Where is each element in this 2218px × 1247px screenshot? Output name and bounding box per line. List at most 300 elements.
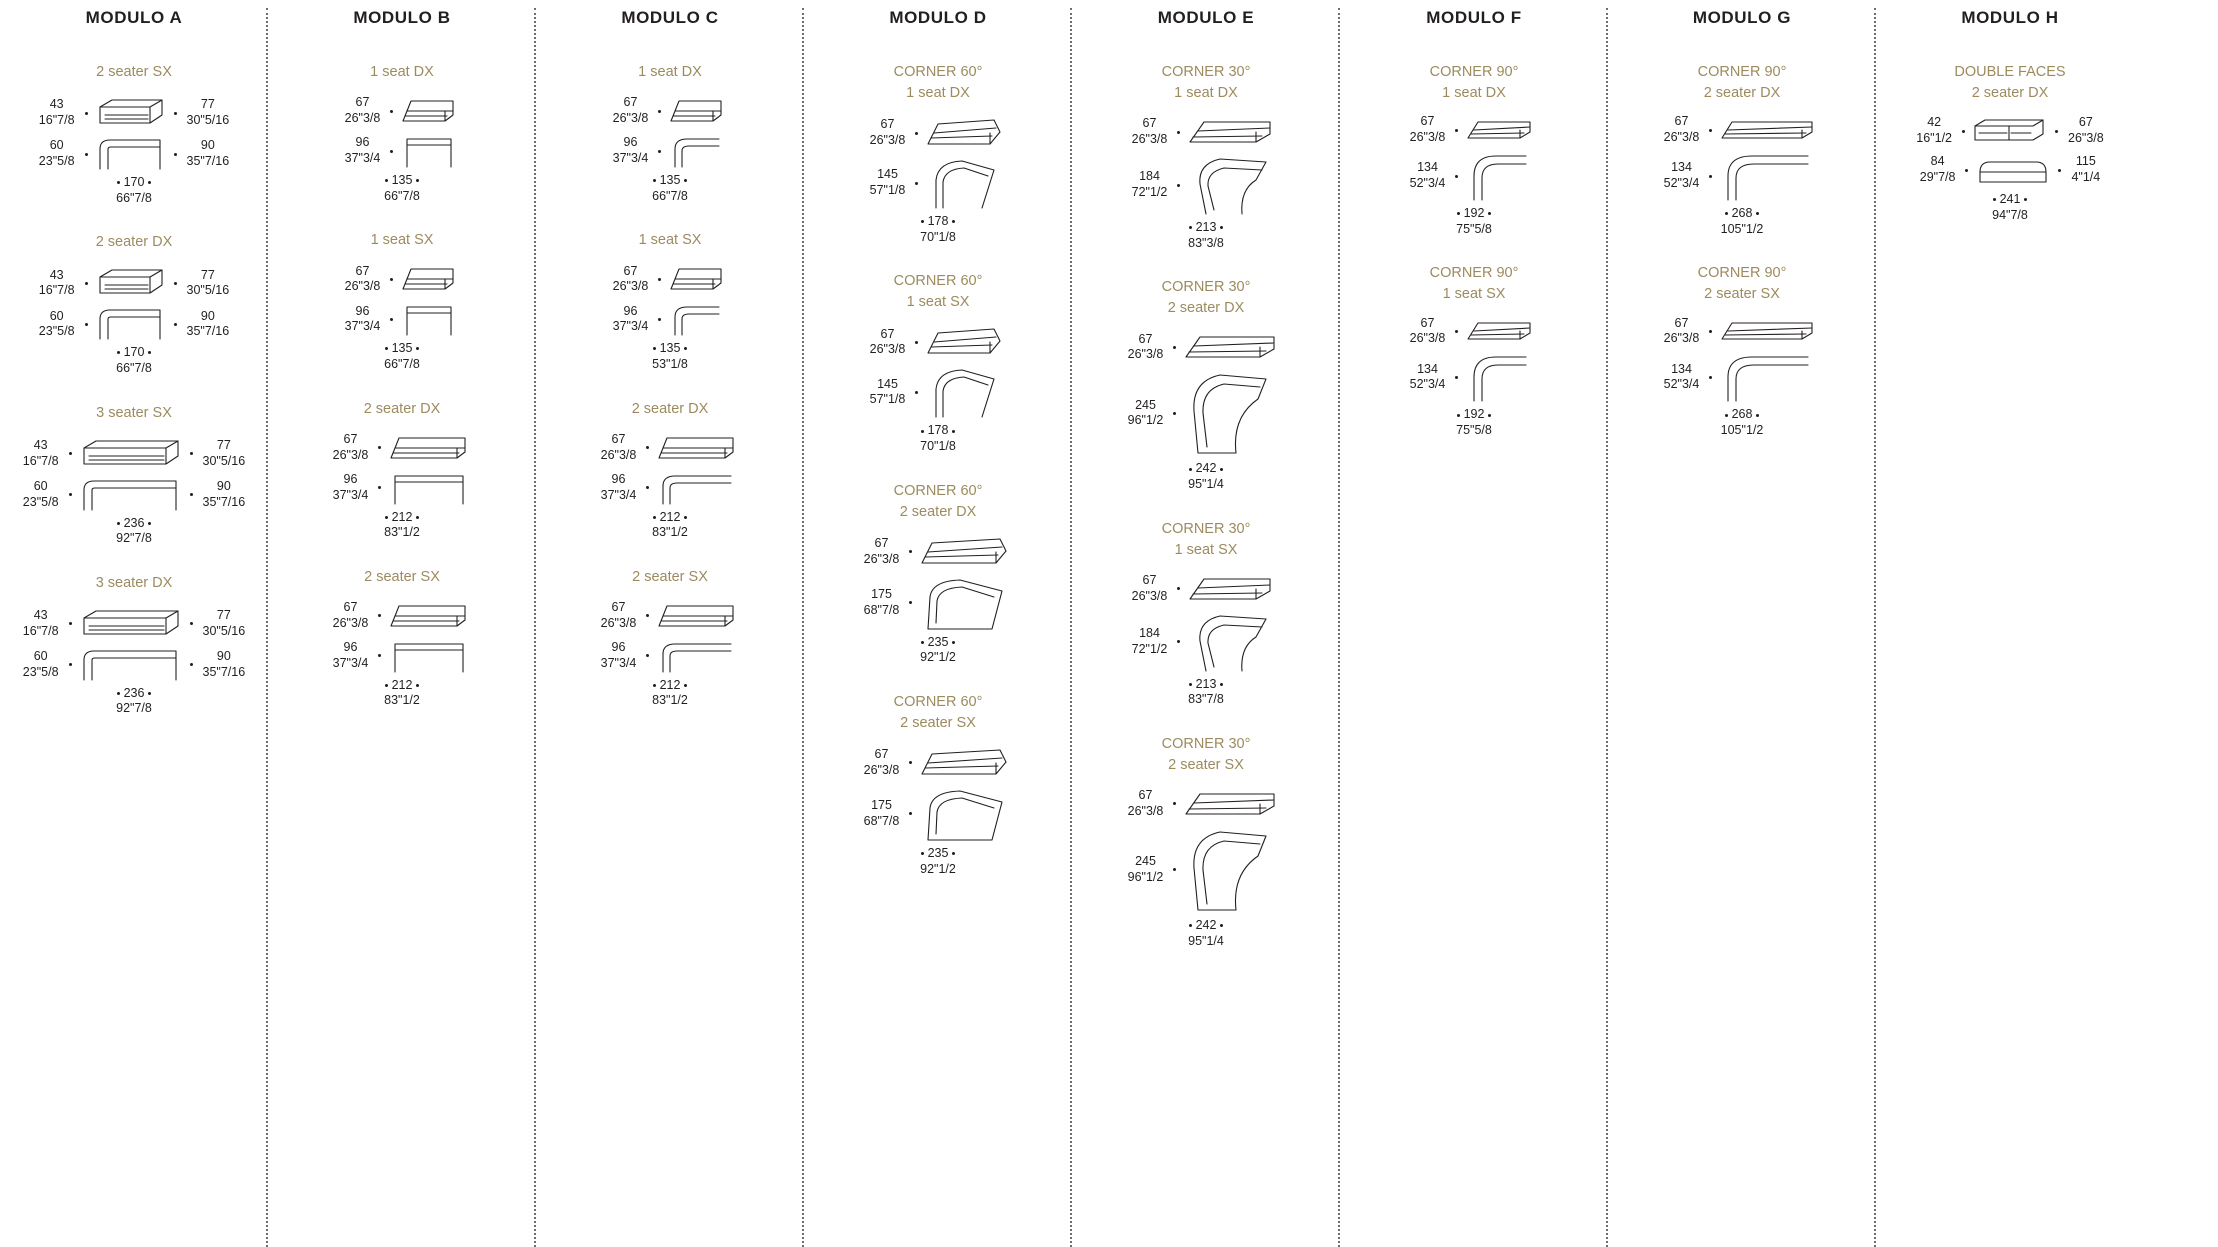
top-seat-2-drawing [92,263,170,303]
dimension-left [23,649,59,680]
dot-marker [1725,414,1728,417]
dot-marker [1488,414,1491,417]
dimension-left [333,600,369,631]
side-corner90-2-drawing [1716,146,1820,206]
group-rows [1340,315,1608,438]
dimension-left [333,640,369,671]
group-spacer [1608,439,1876,465]
dimension-value: 90 [216,649,231,664]
dot-marker [174,282,177,285]
group-title-line: 1 seat DX [906,85,970,102]
product-drawing-row [268,598,536,634]
dimension-right [2068,115,2104,146]
dimension-bottom: 192 75"5/8 [1456,206,1492,236]
dimension-left [345,95,381,126]
dot-marker [1177,587,1180,590]
dimension-value: 77 [216,437,231,452]
dimension-value: 16"7/8 [22,453,59,468]
top-wedge-m-drawing [653,598,739,634]
dimension-left [39,309,75,340]
dimension-left [1128,788,1164,819]
product-group [0,232,268,376]
dimension-left [345,264,381,295]
dot-marker [1756,212,1759,215]
dimension-value: 57"1/8 [869,183,906,198]
dimension-left [870,327,906,358]
dot-marker [385,179,388,182]
dimension-left [613,135,649,166]
group-rows [268,598,536,709]
group-rows [536,93,804,204]
dimension-value: 67 [2078,115,2093,130]
dimension-value: 96 [343,471,358,486]
product-drawing-row [268,430,536,466]
group-rows [0,604,268,717]
dimension-bottom: 135 66"7/8 [384,341,420,371]
dimension-right [187,138,230,169]
product-drawing-row [1608,315,1876,347]
group-title-line: 2 seater DX [1167,300,1245,317]
dimension-value: 245 [1135,854,1156,869]
dimension-value: 96 [611,471,626,486]
dot-marker [148,522,151,525]
group-title-line: 2 seater DX [95,234,173,251]
group-title-line: DOUBLE FACES [1954,64,2066,80]
group-spacer [1608,237,1876,263]
dimension-value: 77 [216,608,231,623]
dot-marker [1709,175,1712,178]
dimension-value: 26"3/8 [863,762,900,777]
column-header: MODULO D [889,8,987,27]
product-drawing-row [804,114,1072,152]
top-seat-3-drawing [76,434,186,474]
dot-marker [385,684,388,687]
dimension-left [1410,316,1446,347]
dot-marker [174,112,177,115]
group-rows [1608,114,1876,237]
product-drawing-row [268,129,536,173]
dot-marker [416,684,419,687]
dimension-bottom: 135 66"7/8 [652,173,688,203]
dot-marker [117,522,120,525]
dot-marker [1993,198,1996,201]
top-corner30-1-drawing [1184,114,1280,150]
group-spacer [804,455,1072,481]
dimension-value: 134 [1671,160,1692,175]
dimension-bottom: 212 83"1/2 [652,677,688,708]
dot-marker [378,654,381,657]
group-title [0,232,268,253]
group-rows [268,261,536,372]
dimension-value: 16"7/8 [38,113,75,128]
dot-marker [1189,468,1192,471]
module-column-3 [804,8,1072,1247]
dimension-value: 26"3/8 [1127,803,1164,818]
side-corner90-2-drawing [1716,347,1820,407]
dimension-bottom: 212 83"1/2 [384,509,420,540]
dimension-value: 134 [1417,160,1438,175]
column-header: MODULO E [1157,8,1255,27]
dot-marker [921,641,924,644]
column-header: MODULO A [85,8,183,27]
dimension-left [1128,332,1164,363]
dimension-right [203,649,246,680]
product-group [268,399,536,541]
dimension-left [870,377,906,408]
group-spacer [268,373,536,399]
group-rows [804,533,1072,666]
dot-marker [190,622,193,625]
dot-marker [921,852,924,855]
dimension-value: 52"3/4 [1663,176,1700,191]
group-spacer [536,709,804,735]
dot-marker [85,323,88,326]
dimension-right [203,608,246,639]
dimension-value: 43 [49,97,64,112]
group-spacer [1072,251,1340,277]
dimension-bottom: 268 105"1/2 [1720,407,1764,437]
dot-marker [2055,130,2058,133]
side-double-drawing [1972,148,2054,192]
product-group [1608,62,1876,237]
dimension-value: 67 [611,431,626,446]
dimension-value: 134 [1671,361,1692,376]
group-title [1340,263,1608,305]
dimension-value: 67 [623,95,638,110]
dimension-value: 184 [1139,625,1160,640]
dimension-value: 35"7/16 [202,664,246,679]
dot-marker [1725,212,1728,215]
dimension-left [601,600,637,631]
dimension-value: 67 [623,263,638,278]
group-title [0,62,268,83]
dot-marker [1457,414,1460,417]
product-group [1340,263,1608,438]
group-spacer [536,204,804,230]
dot-marker [390,150,393,153]
group-rows [804,114,1072,245]
dimension-value: 67 [1420,315,1435,330]
dimension-value: 16"7/8 [38,283,75,298]
dot-marker [148,351,151,354]
dot-marker [1173,868,1176,871]
dimension-left [601,432,637,463]
dot-marker [909,550,912,553]
dimension-left [39,97,75,128]
dimension-left [1128,854,1164,885]
dimension-value: 67 [880,117,895,132]
dimension-value: 67 [880,326,895,341]
dot-marker [684,684,687,687]
dot-marker [117,351,120,354]
top-wedge-s-drawing [397,261,459,297]
side-corner60-2-drawing [916,782,1012,846]
group-rows [268,430,536,541]
side-corner30-1-drawing [1184,150,1280,220]
dimension-value: 68"7/8 [863,813,900,828]
column-header: MODULO H [1961,8,2059,27]
dot-marker [646,446,649,449]
dimension-value: 26"3/8 [1127,347,1164,362]
group-title-line: CORNER 60° [893,482,983,499]
dot-marker [1709,129,1712,132]
dimension-value: 26"3/8 [2068,131,2104,146]
group-title [1876,62,2144,104]
group-rows [1876,114,2144,223]
dimension-value: 26"3/8 [332,447,369,462]
dot-marker [1220,683,1223,686]
product-drawing-row [1072,607,1340,677]
group-rows [1072,329,1340,492]
dimension-value: 43 [49,267,64,282]
product-group [268,230,536,372]
dimension-value: 23"5/8 [22,494,59,509]
dimension-left [1664,114,1700,145]
dimension-left [864,587,900,618]
top-corner90-2-drawing [1716,315,1820,347]
group-title [0,573,268,594]
dimension-value: 60 [33,649,48,664]
dot-marker [646,614,649,617]
top-wedge-s-drawing [665,261,727,297]
group-rows [1072,571,1340,708]
dimension-bottom: 178 70"1/8 [920,214,956,244]
dot-marker [1189,683,1192,686]
dimension-value: 37"3/4 [612,319,649,334]
dimension-left [601,472,637,503]
group-title-line: CORNER 90° [1697,64,1787,80]
dot-marker [385,516,388,519]
dimension-value: 35"7/16 [186,154,230,169]
dimension-value: 67 [355,263,370,278]
dot-marker [148,181,151,184]
dimension-value: 16"1/2 [1916,131,1952,146]
dimension-bottom: 241 94"7/8 [1992,192,2028,222]
dimension-left [870,167,906,198]
group-title-line: 1 seat DX [638,64,702,80]
dimension-left [1132,169,1168,200]
dimension-value: 52"3/4 [1409,176,1446,191]
group-title [536,230,804,251]
dimension-value: 77 [200,97,215,112]
product-drawing-row [1072,571,1340,607]
dot-marker [378,446,381,449]
product-drawing-row [0,133,268,175]
product-drawing-row [536,129,804,173]
dimension-left [1916,115,1952,146]
product-group [1608,263,1876,438]
dot-marker [1177,184,1180,187]
product-drawing-row [1340,146,1608,206]
dimension-bottom: 192 75"5/8 [1456,407,1492,437]
group-rows [1072,114,1340,251]
dimension-right [187,268,230,299]
dimension-value: 57"1/8 [869,392,906,407]
group-spacer [536,541,804,567]
dimension-left [23,479,59,510]
dimension-value: 26"3/8 [1131,588,1168,603]
dimension-value: 26"3/8 [1409,130,1446,145]
dimension-value: 67 [1674,114,1689,129]
dimension-value: 245 [1135,397,1156,412]
dimension-value: 30"5/16 [202,623,246,638]
product-drawing-row [1072,150,1340,220]
dimension-value: 96 [355,135,370,150]
dimension-bottom: 212 83"1/2 [652,509,688,540]
dimension-left [601,640,637,671]
dimension-value: 26"3/8 [1131,132,1168,147]
top-corner60-1-drawing [922,323,1006,361]
dimension-value: 184 [1139,169,1160,184]
dimension-value: 26"3/8 [600,615,637,630]
group-title-line: CORNER 60° [893,273,983,290]
dot-marker [684,347,687,350]
product-drawing-row [536,430,804,466]
dimension-value: 23"5/8 [38,154,75,169]
group-title [268,62,536,83]
group-title [268,230,536,251]
group-rows [536,430,804,541]
dimension-left [1410,114,1446,145]
dimension-bottom: 236 92"7/8 [116,515,152,546]
dimension-right [203,438,246,469]
dot-marker [1962,130,1965,133]
product-drawing-row [536,261,804,297]
side-corner30-1-drawing [1184,607,1280,677]
dot-marker [684,516,687,519]
group-title [804,692,1072,734]
dot-marker [1173,802,1176,805]
product-drawing-row [536,93,804,129]
side-curve-s-drawing [665,297,727,341]
dimension-right [203,479,246,510]
top-corner60-2-drawing [916,533,1012,571]
top-corner30-2-drawing [1180,786,1284,822]
side-corner60-1-drawing [922,152,1006,214]
dot-marker [1965,169,1968,172]
group-rows [0,434,268,547]
dot-marker [658,318,661,321]
dot-marker [653,516,656,519]
dot-marker [1756,414,1759,417]
group-title-line: 1 seat DX [1174,85,1238,102]
group-title-line: 2 seater DX [1703,85,1781,102]
dot-marker [653,684,656,687]
side-arm-3-drawing [76,474,186,516]
dimension-value: 37"3/4 [612,151,649,166]
column-header: MODULO G [1692,8,1792,27]
dimension-left [1132,626,1168,657]
module-column-6 [1608,8,1876,1247]
top-double-drawing [1969,114,2051,148]
dimension-value: 26"3/8 [863,551,900,566]
product-drawing-row [804,323,1072,361]
top-corner90-1-drawing [1462,315,1538,347]
dimension-value: 4"1/4 [2071,170,2101,185]
dimension-left [23,438,59,469]
product-drawing-row [804,744,1072,782]
dimension-value: 35"7/16 [186,324,230,339]
dot-marker [1455,175,1458,178]
dot-marker [1457,212,1460,215]
dimension-value: 26"3/8 [612,111,649,126]
dot-marker [85,153,88,156]
dimension-bottom: 170 66"7/8 [116,175,152,205]
dot-marker [921,430,924,433]
dimension-value: 29"7/8 [1919,170,1956,185]
dimension-value: 43 [33,437,48,452]
dot-marker [390,110,393,113]
dimension-left [613,264,649,295]
product-drawing-row [0,474,268,516]
product-drawing-row [536,598,804,634]
dot-marker [1173,346,1176,349]
dimension-bottom: 170 66"7/8 [116,345,152,375]
dimension-value: 26"3/8 [1409,331,1446,346]
dimension-value: 60 [49,138,64,153]
dimension-right [2071,154,2100,185]
dimension-left [333,432,369,463]
top-wedge-m-drawing [385,598,471,634]
dot-marker [1220,924,1223,927]
side-corner30-2-drawing [1180,822,1284,918]
dimension-left [870,117,906,148]
product-drawing-row [804,571,1072,635]
product-drawing-row [1608,114,1876,146]
side-corner60-1-drawing [922,361,1006,423]
dot-marker [653,179,656,182]
side-flat-m-drawing [385,466,471,510]
product-drawing-row [536,634,804,678]
group-spacer [268,709,536,735]
group-rows [536,598,804,709]
group-title-line: 1 seat SX [906,294,970,311]
product-group [0,573,268,717]
dimension-value: 90 [200,138,215,153]
dot-marker [1177,640,1180,643]
group-title-line: 3 seater SX [96,404,172,421]
dimension-value: 60 [49,308,64,323]
side-flat-s-drawing [397,129,459,173]
product-group [804,692,1072,877]
dimension-value: 42 [1927,115,1942,130]
group-spacer [804,666,1072,692]
group-title [1608,263,1876,305]
dot-marker [1173,412,1176,415]
dimension-value: 26"3/8 [869,342,906,357]
group-title [1340,62,1608,104]
dimension-left [333,472,369,503]
group-spacer [1072,708,1340,734]
dimension-left [1132,116,1168,147]
dimension-value: 72"1/2 [1131,185,1168,200]
group-title [804,62,1072,104]
side-curve-m-drawing [653,634,739,678]
dimension-value: 37"3/4 [332,655,369,670]
dimension-left [864,747,900,778]
dimension-value: 60 [33,478,48,493]
dimension-value: 67 [343,431,358,446]
product-drawing-row [0,434,268,474]
dimension-value: 96"1/2 [1127,869,1164,884]
dimension-left [1664,160,1700,191]
group-spacer [1072,493,1340,519]
dimension-left [1410,362,1446,393]
top-wedge-s-drawing [397,93,459,129]
dimension-bottom: 236 92"7/8 [116,685,152,716]
product-group [1340,62,1608,237]
group-title-line: 1 seat SX [1442,286,1506,303]
